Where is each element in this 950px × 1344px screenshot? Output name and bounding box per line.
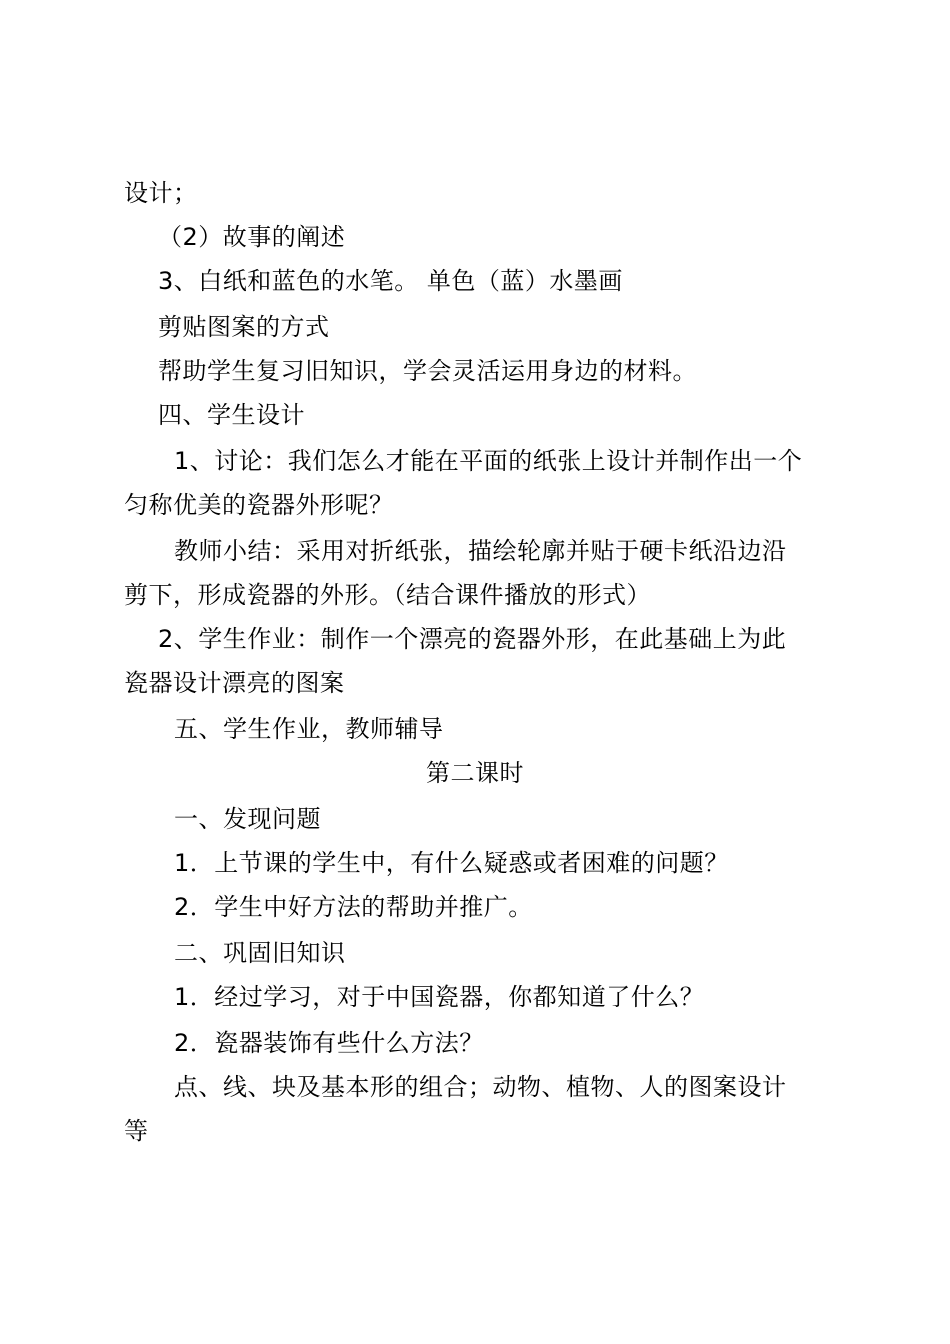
- text-line-7: 1、讨论：我们怎么才能在平面的纸张上设计并制作出一个: [174, 447, 803, 475]
- text-line-3: 3、白纸和蓝色的水笔。 单色（蓝）水墨画: [158, 267, 623, 295]
- text-line-12: 瓷器设计漂亮的图案: [124, 669, 345, 697]
- lesson-title-second-period: 第二课时: [426, 759, 524, 787]
- section-heading-consolidate: 二、巩固旧知识: [174, 939, 346, 967]
- text-line-9: 教师小结：采用对折纸张，描绘轮廓并贴于硬卡纸沿边沿: [174, 537, 787, 565]
- text-line-19: 1．经过学习，对于中国瓷器，你都知道了什么？: [174, 983, 705, 1011]
- section-heading-student-design: 四、学生设计: [158, 401, 305, 429]
- text-line-10: 剪下，形成瓷器的外形。（结合课件播放的形式）: [124, 581, 651, 609]
- text-line-22: 等: [124, 1117, 149, 1145]
- text-line-17: 2．学生中好方法的帮助并推广。: [174, 893, 533, 921]
- text-line-16: 1．上节课的学生中，有什么疑惑或者困难的问题？: [174, 849, 729, 877]
- text-line-1: 设计；: [124, 179, 198, 207]
- text-line-2: （2）故事的阐述: [158, 223, 346, 251]
- text-line-11: 2、学生作业：制作一个漂亮的瓷器外形，在此基础上为此: [158, 625, 787, 653]
- text-line-5: 帮助学生复习旧知识，学会灵活运用身边的材料。: [158, 357, 697, 385]
- text-line-8: 匀称优美的瓷器外形呢？: [124, 491, 394, 519]
- text-line-20: 2．瓷器装饰有些什么方法？: [174, 1029, 484, 1057]
- section-heading-student-work: 五、学生作业，教师辅导: [174, 715, 444, 743]
- text-line-4: 剪贴图案的方式: [158, 313, 330, 341]
- section-heading-find-problems: 一、发现问题: [174, 805, 321, 833]
- text-line-21: 点、线、块及基本形的组合；动物、植物、人的图案设计: [174, 1073, 787, 1101]
